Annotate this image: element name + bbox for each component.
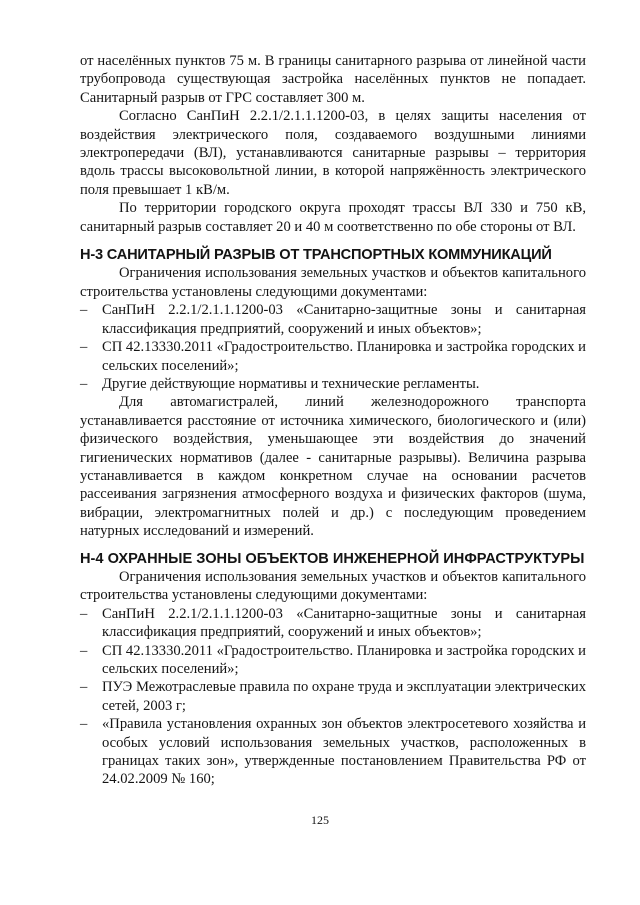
page-number: 125 (311, 813, 329, 827)
section-h3-document-list (80, 301, 586, 393)
section-h4-lead: Ограничения использования земельных участков и объектов капитального строительства установлены следующими документами: (80, 568, 586, 604)
list-item: – СП 42.13330.2011 «Градостроительство. Планировка и застройка городских и сельских поселений»; (80, 642, 586, 679)
section-heading-h3: Н-3 САНИТАРНЫЙ РАЗРЫВ ОТ ТРАНСПОРТНЫХ КОММУНИКАЦИЙ (80, 247, 552, 264)
list-item: – «Правила установления охранных зон объектов электросетевого хозяйства и особых условий использования земельных участков, расположенных в границах таких зон», утвержденные постановлением Правительства РФ от 24.02.2009 № 160; (80, 715, 586, 789)
list-item: – ПУЭ Межотраслевые правила по охране труда и эксплуатации электрических сетей, 2003 г; (80, 678, 586, 715)
intro-paragraph-1: от населённых пунктов 75 м. В границы санитарного разрыва от линейной части трубопровода существующая застройка населённых пунктов не попадает. Санитарный разрыв от ГРС составляет 300 м. (80, 53, 586, 106)
section-h3-lead: Ограничения использования земельных участков и объектов капитального строительства установлены следующими документами: (80, 265, 586, 300)
list-item: – Другие действующие нормативы и технические регламенты. (80, 375, 586, 393)
list-item: – СанПиН 2.2.1/2.1.1.1200-03 «Санитарно-защитные зоны и санитарная классификация предприятий, сооружений и иных объектов»; (80, 301, 586, 338)
list-item: – СанПиН 2.2.1/2.1.1.1200-03 «Санитарно-защитные зоны и санитарная классификация предприятий, сооружений и иных объектов»; (80, 605, 586, 642)
section-heading-h4: Н-4 ОХРАННЫЕ ЗОНЫ ОБЪЕКТОВ ИНЖЕНЕРНОЙ ИНФРАСТРУКТУРЫ (80, 550, 585, 567)
section-h3-body: Для автомагистралей, линий железнодорожного транспорта устанавливается расстояние от источника химического, биологического и (или) физического воздействия, уменьшающее эти воздействия до значений гигиенических нормативов (далее - санитарные разрывы). Величина разрыва устанавливается в каждом конкретном случае на основании расчетов рассеивания загрязнения атмосферного воздуха и физических факторов (шума, вибрации, электромагнитных полей и др.) с последующим проведением натурных исследований и измерений. (80, 394, 586, 540)
intro-paragraph-2: Согласно СанПиН 2.2.1/2.1.1.1200-03, в целях защиты населения от воздействия электрического поля, создаваемого воздушными линиями электропередачи (ВЛ), устанавливаются санитарные разрывы – территория вдоль трассы высоковольтной линии, в которой напряжённость электрического поля превышает 1 кВ/м. (80, 108, 586, 198)
intro-paragraph-3: По территории городского округа проходят трассы ВЛ 330 и 750 кВ, санитарный разрыв составляет 20 и 40 м соответственно по обе стороны от ВЛ. (80, 200, 586, 235)
list-item: – СП 42.13330.2011 «Градостроительство. Планировка и застройка городских и сельских поселений»; (80, 338, 586, 375)
section-h4-document-list (80, 605, 586, 789)
